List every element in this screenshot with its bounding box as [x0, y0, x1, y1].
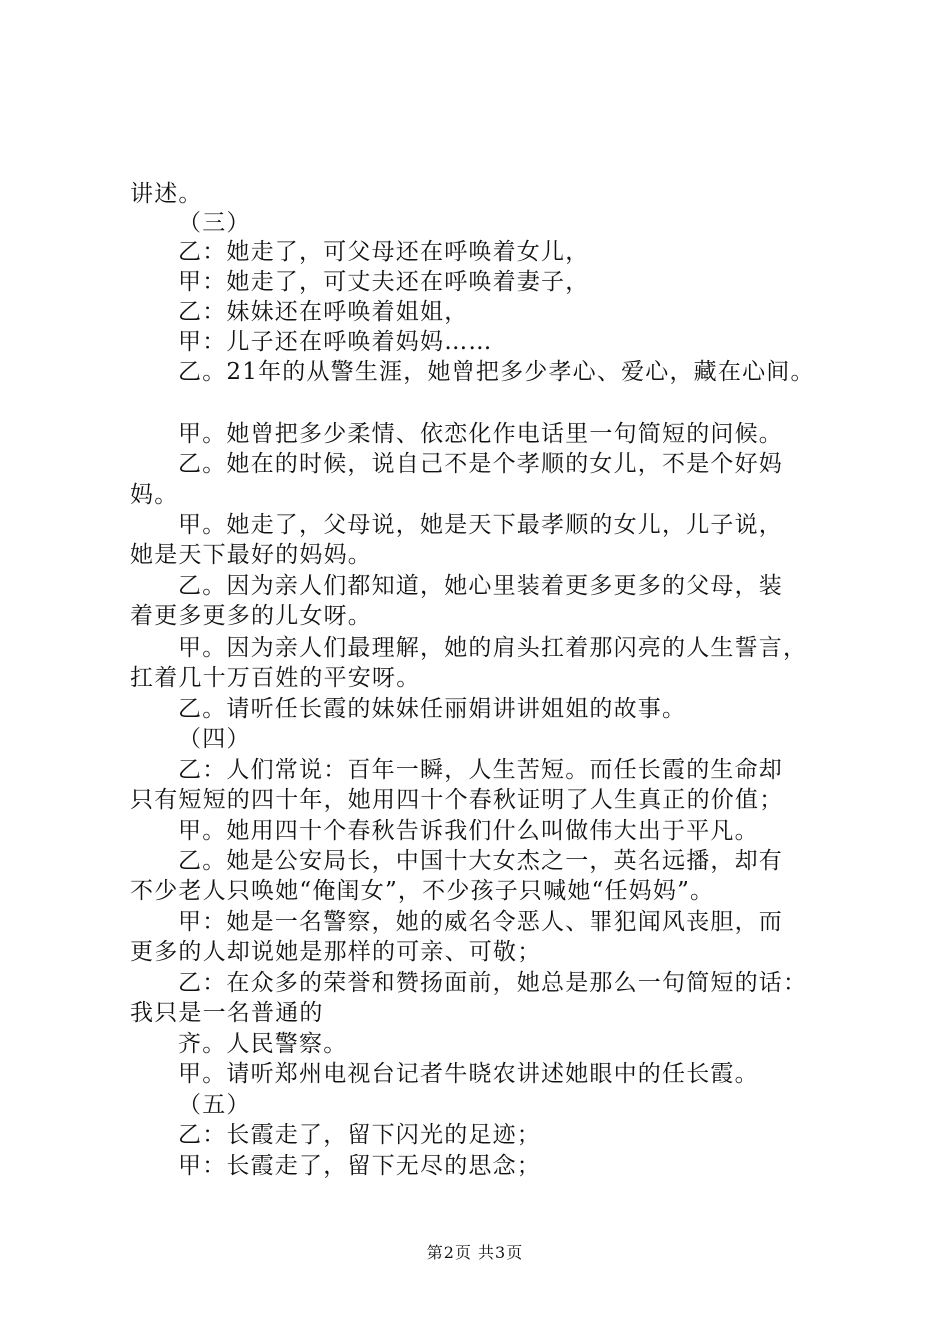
text-line: 她是天下最好的妈妈。 — [130, 542, 372, 568]
text-line: 甲。她走了，父母说，她是天下最孝顺的女儿，儿子说， — [178, 512, 783, 538]
text-line: 甲：儿子还在呼唤着妈妈…… — [178, 329, 493, 355]
text-line: 乙：长霞走了，留下闪光的足迹； — [178, 1122, 541, 1148]
text-line: 乙。因为亲人们都知道，她心里装着更多更多的父母，装 — [178, 573, 783, 599]
section-heading: （五） — [178, 1092, 251, 1118]
text-line: 着更多更多的儿女呀。 — [130, 603, 372, 629]
section-heading: （四） — [178, 726, 251, 752]
text-line: 甲。因为亲人们最理解，她的肩头扛着那闪亮的人生誓言， — [178, 635, 808, 661]
text-line: 乙。请听任长霞的妹妹任丽娟讲讲姐姐的故事。 — [178, 696, 687, 722]
text-line: 乙：她走了，可父母还在呼唤着女儿， — [178, 239, 590, 265]
text-line: 甲：长霞走了，留下无尽的思念； — [178, 1153, 541, 1179]
text-line: 齐。人民警察。 — [178, 1031, 348, 1057]
text-line: 妈。 — [130, 482, 179, 508]
text-line: 乙。21年的从警生涯，她曾把多少孝心、爱心，藏在心间。 — [178, 359, 815, 385]
text-line: 扛着几十万百姓的平安呀。 — [130, 665, 421, 691]
text-line: 我只是一名普通的 — [130, 1000, 324, 1026]
text-line: 更多的人却说她是那样的可亲、可敬； — [130, 939, 542, 965]
text-line: 乙。她在的时候，说自己不是个孝顺的女儿，不是个好妈 — [178, 451, 783, 477]
text-line: 乙：在众多的荣誉和赞扬面前，她总是那么一句简短的话： — [178, 970, 808, 996]
text-line: 甲。她曾把多少柔情、依恋化作电话里一句简短的问候。 — [178, 421, 783, 447]
text-line: 甲：她走了，可丈夫还在呼唤着妻子， — [178, 269, 590, 295]
text-line: 不少老人只唤她“俺闺女”，不少孩子只喊她“任妈妈”。 — [130, 878, 715, 904]
text-line: 讲述。 — [130, 181, 203, 207]
section-heading: （三） — [178, 210, 251, 236]
page-footer: 第2页 共3页 — [426, 1243, 524, 1262]
text-line: 甲。她用四十个春秋告诉我们什么叫做伟大出于平凡。 — [178, 818, 759, 844]
text-line: 甲。请听郑州电视台记者牛晓农讲述她眼中的任长霞。 — [178, 1061, 759, 1087]
text-line: 乙：人们常说：百年一瞬，人生苦短。而任长霞的生命却 — [178, 757, 783, 783]
text-line: 乙：妹妹还在呼唤着姐姐， — [178, 299, 469, 325]
text-line: 乙。她是公安局长，中国十大女杰之一，英名远播，却有 — [178, 848, 783, 874]
text-line: 甲：她是一名警察，她的威名令恶人、罪犯闻风丧胆，而 — [178, 909, 783, 935]
text-line: 只有短短的四十年，她用四十个春秋证明了人生真正的价值； — [130, 787, 784, 813]
